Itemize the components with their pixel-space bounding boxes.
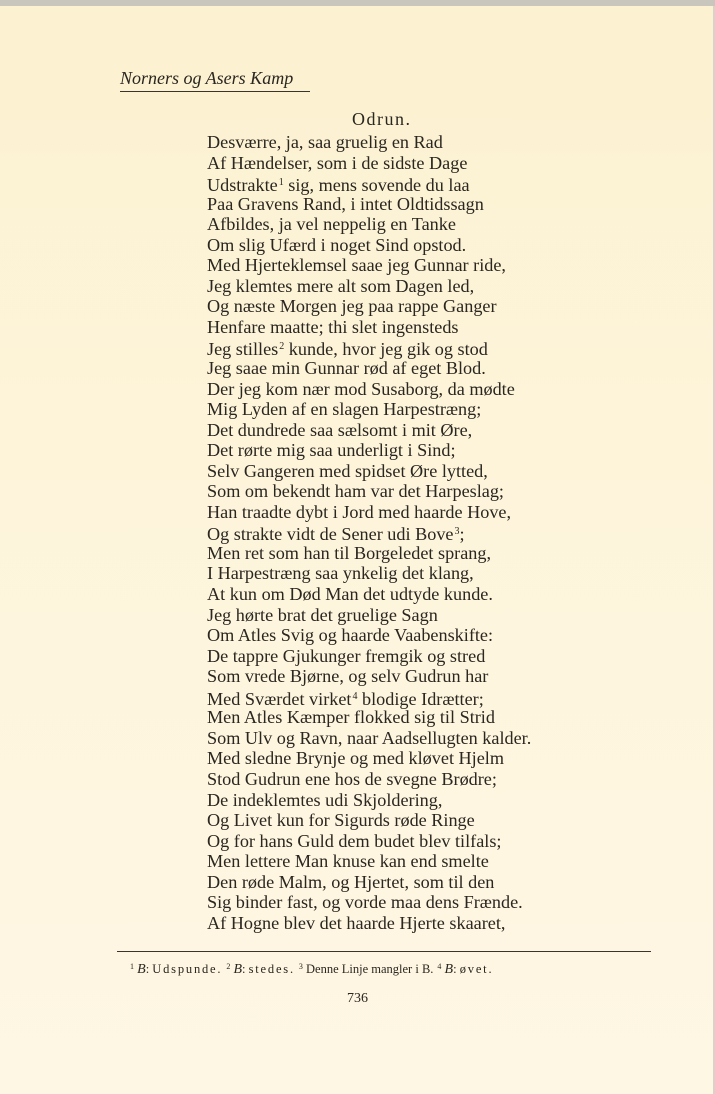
footnote-source: B: [233, 962, 242, 977]
verse-line-text: Som Ulv og Ravn, naar Aadsellugten kalder.: [207, 727, 532, 748]
footnote-3: [299, 962, 434, 976]
verse-line-text: sig, mens sovende du laa: [283, 175, 470, 196]
footnote-text: Denne Linje mangler i B.: [306, 962, 434, 976]
verse-line-text: Og for hans Guld dem budet blev tilfals;: [207, 830, 502, 851]
verse-line: [207, 481, 531, 502]
verse-line: [207, 687, 531, 708]
footnote-source: B: [444, 962, 454, 977]
verse-line: [207, 399, 531, 420]
verse-line: [207, 892, 531, 913]
verse-line-text: Jeg stilles: [207, 339, 279, 360]
verse-line: [207, 831, 531, 852]
footnote-4: $^4$ B: øvet.: [437, 962, 494, 977]
speaker-name: Odrun.: [352, 109, 412, 129]
verse-line: [207, 872, 531, 893]
verse-line-text: Desværre, ja, saa gruelig en Rad: [207, 132, 443, 152]
verse-line-text: Det rørte mig saa underligt i Sind;: [207, 440, 456, 461]
verse-line-text: Afbildes, ja vel neppelig en Tanke: [207, 214, 456, 235]
verse-line-text: De tappre Gjukunger fremgik og stred: [207, 645, 486, 666]
verse-line: [207, 358, 531, 379]
running-head: Norners og Asers Kamp: [120, 68, 310, 92]
verse-line: [207, 276, 531, 297]
verse-line: [207, 851, 531, 872]
verse-line: [207, 440, 531, 461]
verse-line-text: ;: [459, 524, 465, 545]
verse-line-text: Udstrakte: [207, 175, 278, 196]
verse-line-text: kunde, hvor jeg gik og stod: [284, 339, 488, 360]
footnote-marker: 3: [454, 526, 460, 538]
verse-line-text: Henfare maatte; thi slet ingensteds: [207, 316, 459, 337]
verse-line: [207, 420, 531, 441]
footnote-number: 2: [226, 962, 231, 971]
verse-line-text: Det dundrede saa sælsomt i mit Øre,: [207, 419, 473, 440]
verse-line: [207, 810, 531, 831]
verse-line: [207, 153, 531, 174]
verse-line-text: Som om bekendt ham var det Harpeslag;: [207, 481, 504, 502]
verse-line-text: Og næste Morgen jeg paa rappe Ganger: [207, 296, 497, 317]
verse-line-text: Men ret som han til Borgeledet sprang,: [207, 542, 492, 563]
verse-line: [207, 748, 531, 769]
footnote-marker: 2: [279, 341, 285, 353]
verse-line: [207, 790, 531, 811]
verse-block: [207, 132, 531, 933]
verse-line-text: Af Hogne blev det haarde Hjerte skaaret,: [207, 912, 506, 933]
verse-line: [207, 173, 531, 194]
verse-line-text: Sig binder fast, og vorde maa dens Frænde.: [207, 892, 523, 913]
verse-line-text: Men Atles Kæmper flokked sig til Strid: [207, 707, 495, 728]
verse-line: [207, 913, 531, 934]
verse-line-text: Han traadte dybt i Jord med haarde Hove,: [207, 501, 512, 522]
verse-line: [207, 769, 531, 790]
verse-line: [207, 707, 531, 728]
page-number: 736: [347, 991, 368, 1006]
verse-line-text: Om slig Ufærd i noget Sind opstod.: [207, 234, 467, 255]
verse-line: [207, 543, 531, 564]
verse-line-text: Mig Lyden af en slagen Harpestræng;: [207, 399, 482, 420]
footnote-source: B: [137, 962, 146, 977]
verse-line-text: Med Hjerteklemsel saae jeg Gunnar ride,: [207, 255, 506, 276]
footnote-number: 4: [437, 962, 442, 971]
verse-line: [207, 461, 531, 482]
footnote-2: $^2$ B: stedes.: [226, 962, 295, 977]
verse-line-text: Som vrede Bjørne, og selv Gudrun har: [207, 666, 489, 687]
verse-line: [207, 379, 531, 400]
footnote-text: stedes.: [248, 962, 295, 976]
verse-line: [207, 502, 531, 523]
verse-line: [207, 194, 531, 215]
verse-line: [207, 605, 531, 626]
book-page: [0, 6, 715, 1094]
footnote-text: Udspunde.: [152, 962, 223, 976]
verse-line-text: Om Atles Svig og haarde Vaabenskifte:: [207, 625, 494, 646]
verse-line-text: blodige Idrætter;: [357, 688, 484, 709]
verse-line: [207, 625, 531, 646]
footnote-text: øvet.: [459, 962, 494, 976]
verse-line-text: Jeg hørte brat det gruelige Sagn: [207, 604, 438, 625]
verse-line: [207, 132, 531, 153]
verse-line: [207, 255, 531, 276]
verse-line-text: Jeg klemtes mere alt som Dagen led,: [207, 275, 475, 296]
verse-line-text: Med sledne Brynje og med kløvet Hjelm: [207, 748, 505, 769]
footnote-marker: 4: [352, 690, 358, 702]
footnote-1: $^1$ B: Udspunde.: [130, 962, 223, 977]
verse-line-text: Stod Gudrun ene hos de svegne Brødre;: [207, 768, 497, 789]
verse-line: [207, 235, 531, 256]
footnotes: [130, 962, 497, 978]
verse-line-text: I Harpestræng saa ynkelig det klang,: [207, 563, 474, 584]
footnote-rule: [117, 951, 651, 952]
verse-line: [207, 214, 531, 235]
verse-line: [207, 522, 531, 543]
verse-line-text: Med Sværdet virket: [207, 688, 352, 709]
verse-line: [207, 337, 531, 358]
verse-line-text: At kun om Død Man det udtyde kunde.: [207, 584, 493, 605]
verse-line: [207, 296, 531, 317]
verse-line: [207, 584, 531, 605]
verse-line-text: Og strakte vidt de Sener udi Bove: [207, 524, 454, 545]
verse-line: [207, 666, 531, 687]
verse-line: [207, 646, 531, 667]
verse-line: [207, 317, 531, 338]
verse-line-text: De indeklemtes udi Skjoldering,: [207, 789, 443, 810]
verse-line-text: Den røde Malm, og Hjertet, som til den: [207, 871, 495, 892]
footnote-number: 3: [298, 962, 303, 971]
footnote-marker: 1: [278, 177, 284, 189]
verse-line-text: Selv Gangeren med spidset Øre lytted,: [207, 460, 488, 481]
verse-line-text: Der jeg kom nær mod Susaborg, da mødte: [207, 378, 515, 399]
verse-line: [207, 563, 531, 584]
footnote-number: 1: [130, 962, 134, 971]
verse-line-text: Jeg saae min Gunnar rød af eget Blod.: [207, 358, 486, 379]
verse-line-text: Men lettere Man knuse kan end smelte: [207, 851, 489, 872]
verse-line: [207, 728, 531, 749]
verse-line-text: Og Livet kun for Sigurds røde Ringe: [207, 810, 475, 831]
verse-line-text: Paa Gravens Rand, i intet Oldtidssagn: [207, 193, 484, 214]
verse-line-text: Af Hændelser, som i de sidste Dage: [207, 152, 468, 173]
